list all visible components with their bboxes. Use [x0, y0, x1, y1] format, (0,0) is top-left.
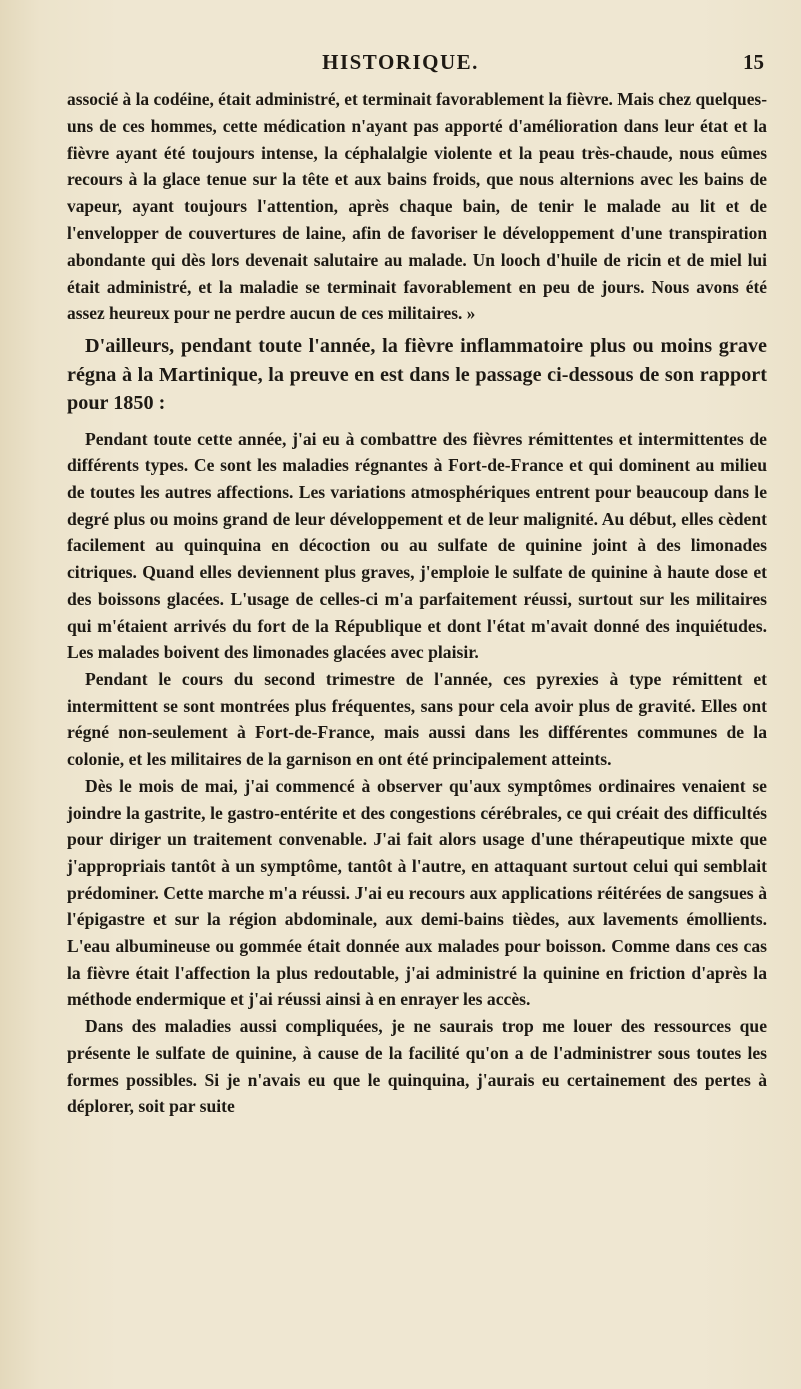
page-header	[0, 50, 801, 78]
page-number: 15	[743, 50, 764, 74]
report-paragraph-1: Pendant toute cette année, j'ai eu à combattre des fièvres rémittentes et intermittentes de différents types. Ce sont les maladies régnantes à Fort-de-France et qui dominent au milieu de toutes les autres affections. Les variations atmosphériques entrent pour beaucoup dans le degré plus ou moins grand de leur développement et de leur malignité. Au début, elles cèdent facilement au quinquina en décoction ou au sulfate de quinine joint à des limonades citriques. Quand elles deviennent plus graves, j'emploie le sulfate de quinine à haute dose et des boissons glacées. L'usage de celles-ci m'a parfaitement réussi, surtout sur les militaires qui m'étaient arrivés du fort de la République et dont l'état m'avait donné des inquiétudes. Les malades boivent des limonades glacées avec plaisir.	[67, 428, 767, 663]
report-paragraph-4: Dans des maladies aussi compliquées, je ne saurais trop me louer des ressources que présente le sulfate de quinine, à cause de la facilité qu'on a de l'administrer sous toutes les formes possibles. Si je n'avais eu que le quinquina, j'aurais eu certainement des pertes à déplorer, soit par suite	[67, 1016, 767, 1117]
report-paragraph-3: Dès le mois de mai, j'ai commencé à observer qu'aux symptômes ordinaires venaient se joindre la gastrite, le gastro-entérite et des congestions cérébrales, ce qui créait des difficultés pour diriger un traitement convenable. J'ai fait alors usage d'une thérapeutique mixte que j'appropriais tantôt à un symptôme, tantôt à l'autre, en attaquant surtout celui qui semblait prédominer. Cette marche m'a réussi. J'ai eu recours aux applications réitérées de sangsues à l'épigastre et sur la région abdominale, aux demi-bains tièdes, aux lavements émollients. L'eau albumineuse ou gommée était donnée aux malades pour boisson. Comme dans ces cas la fièvre était l'affection la plus redoutable, j'ai administré la quinine en friction d'après la méthode endermique et j'ai réussi ainsi à en enrayer les accès.	[67, 775, 767, 1010]
body-text	[67, 86, 767, 1120]
running-title: HISTORIQUE.	[322, 50, 479, 74]
intro-paragraph: D'ailleurs, pendant toute l'année, la fièvre inflammatoire plus ou moins grave régna à la Martinique, la preuve en est dans le passage ci-dessous de son rapport pour 1850 :	[67, 335, 767, 415]
report-paragraph-2: Pendant le cours du second trimestre de l'année, ces pyrexies à type rémittent et intermittent se sont montrées plus fréquentes, sans pour cela avoir plus de gravité. Elles ont régné non-seulement à Fort-de-France, mais aussi dans les différentes communes de la colonie, et les militaires de la garnison en ont été principalement atteints.	[67, 669, 767, 770]
quote-continuation-paragraph: associé à la codéine, était administré, et terminait favorablement la fièvre. Mais chez quelques-uns de ces hommes, cette médication n'ayant pas apporté d'amélioration dans leur état et la fièvre ayant été toujours intense, la céphalalgie violente et la peau très-chaude, nous eûmes recours à la glace tenue sur la tête et aux bains froids, que nous alternions avec les bains de vapeur, ayant toujours l'attention, après chaque bain, de tenir le malade au lit et de l'envelopper de couvertures de laine, afin de favoriser le développement d'une transpiration abondante qui dès lors devenait salutaire au malade. Un looch d'huile de ricin et de miel lui était administré, et la maladie se terminait favorablement en peu de jours. Nous avons été assez heureux pour ne perdre aucun de ces militaires. »	[67, 89, 767, 324]
